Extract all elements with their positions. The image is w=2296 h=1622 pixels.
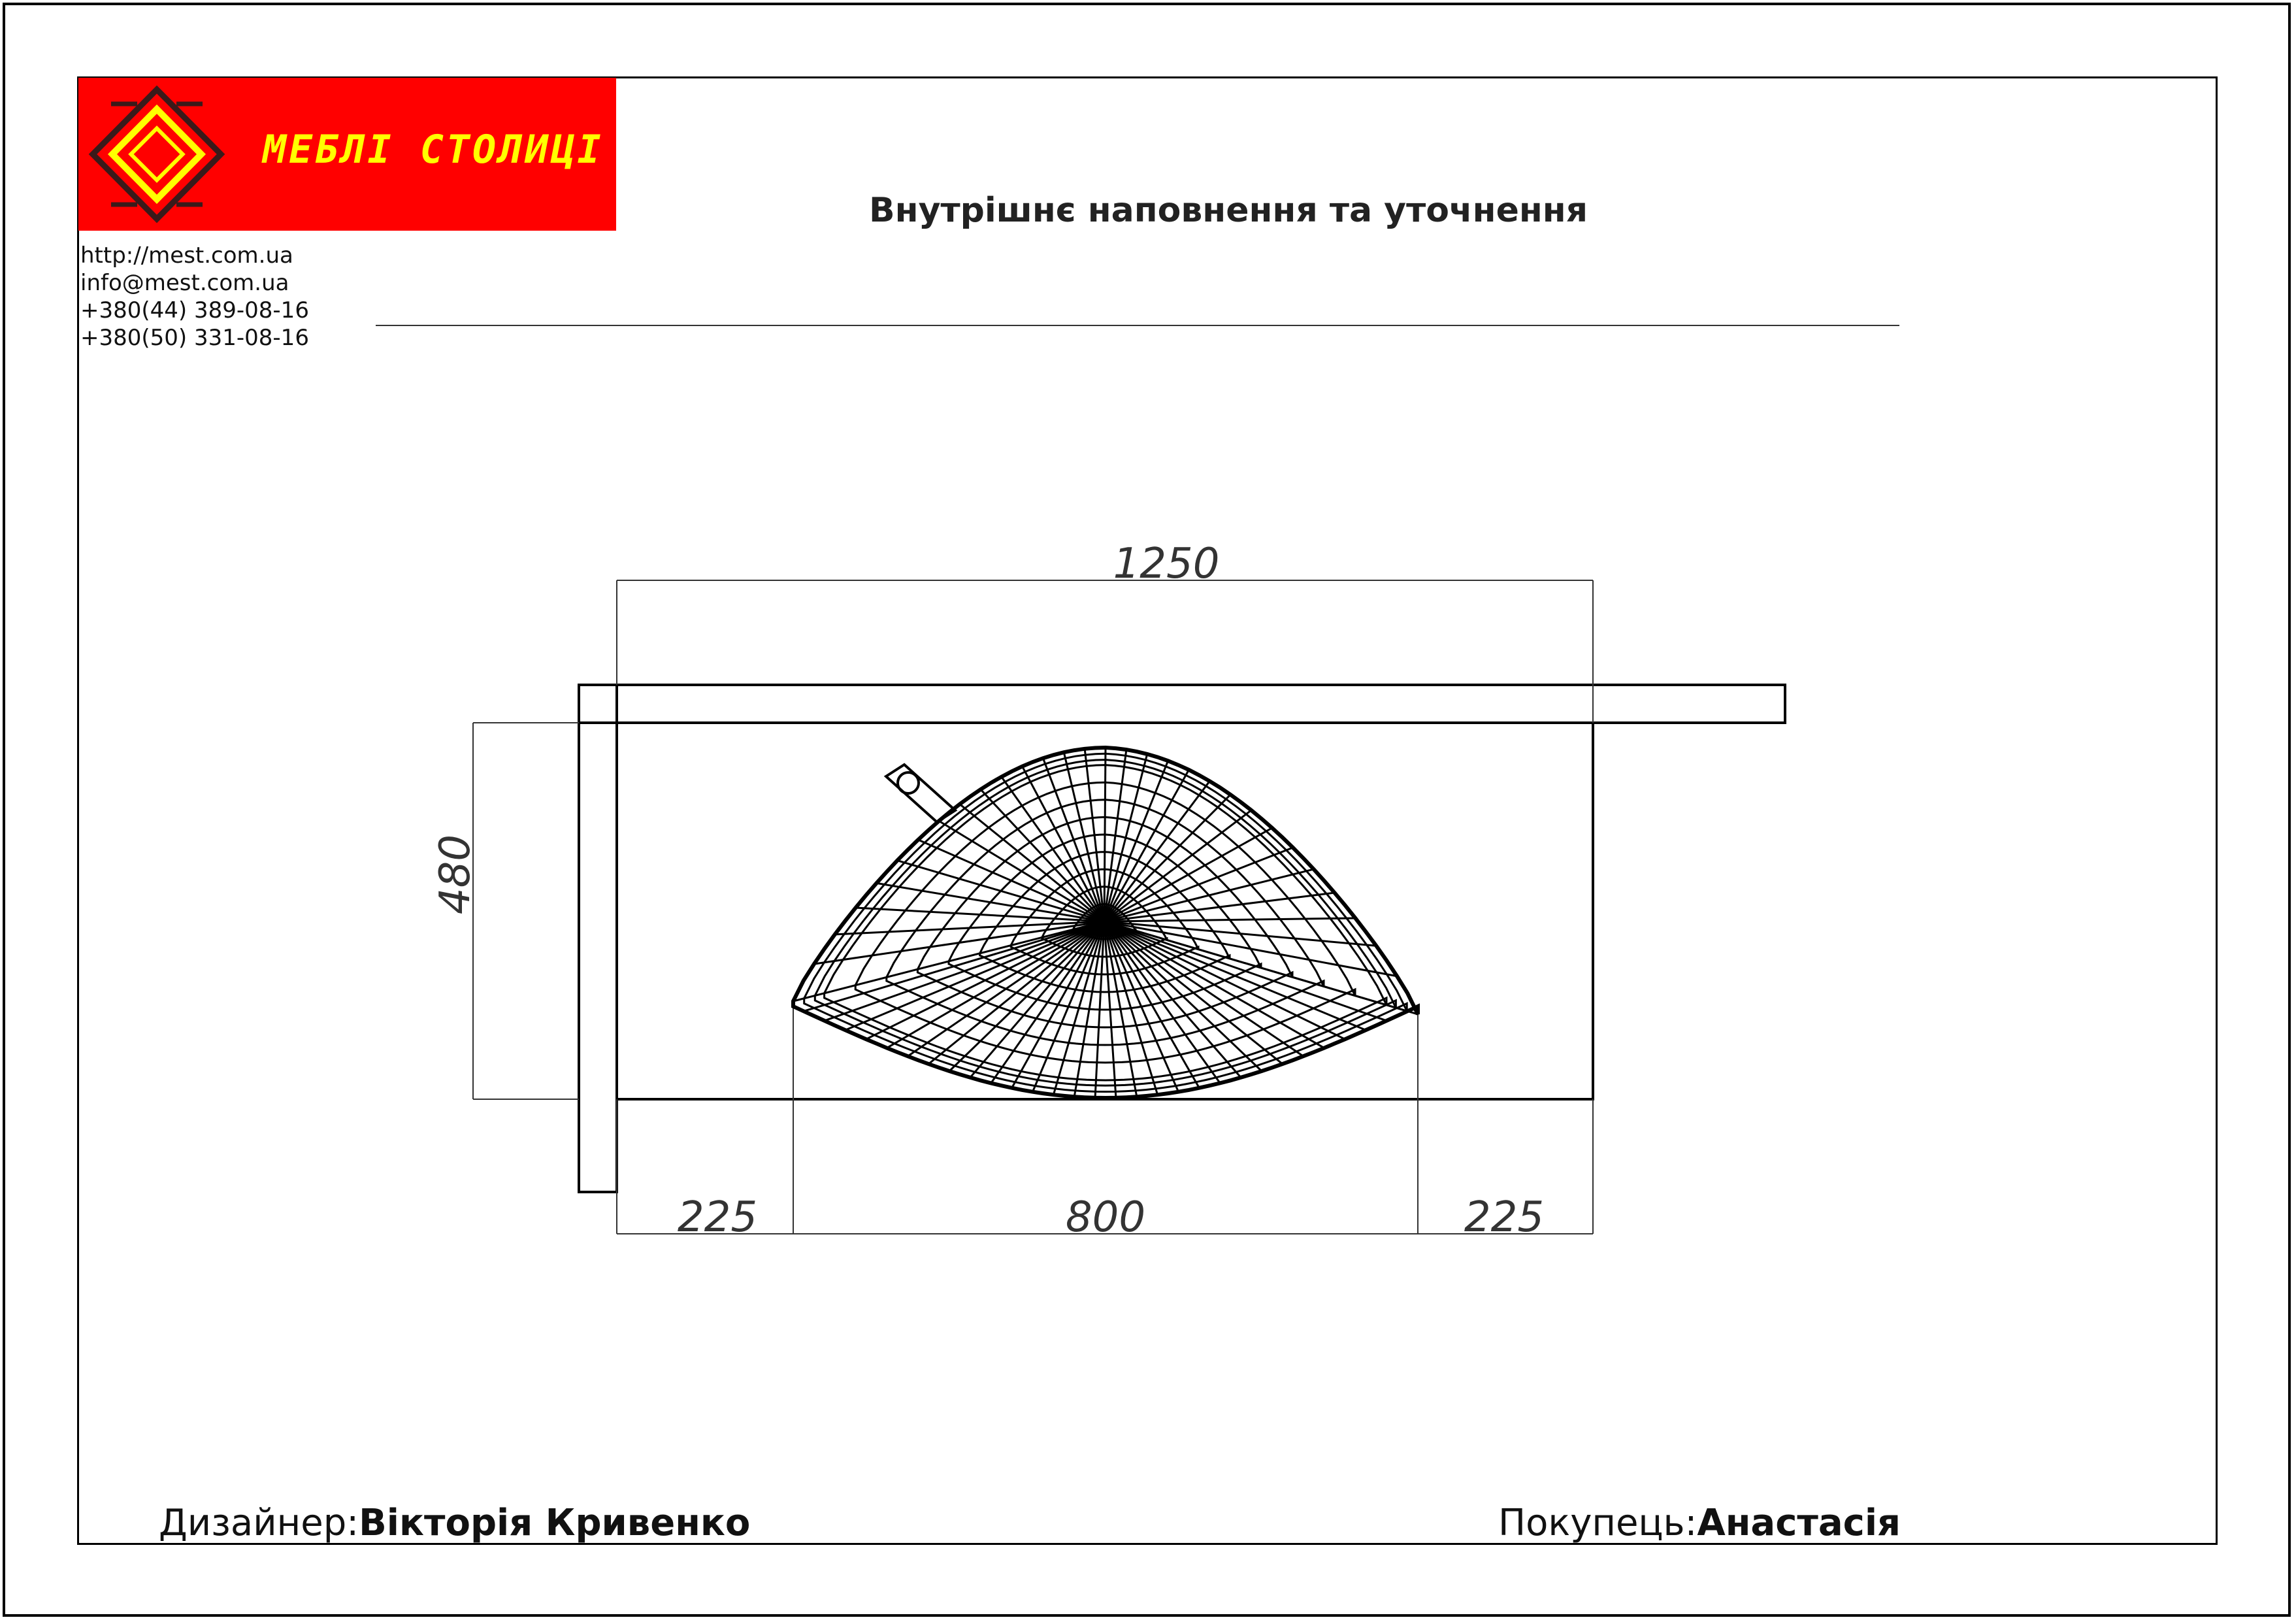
designer-name: Вікторія Кривенко	[359, 1502, 751, 1544]
countertop-rail	[579, 685, 1785, 723]
site-link[interactable]: http://mest.com.ua	[80, 242, 293, 269]
dim-depth: 480	[431, 834, 480, 915]
dim-left: 225	[677, 1193, 758, 1242]
page-title: Внутрішнє наповнення та уточнення	[869, 191, 1588, 230]
side-panel	[579, 685, 617, 1192]
brand-name: МЕБЛІ СТОЛИЦІ	[263, 127, 604, 173]
dim-sink: 800	[1065, 1193, 1146, 1242]
email-link[interactable]: info@mest.com.ua	[80, 270, 289, 296]
faucet-icon	[886, 765, 955, 822]
buyer-name: Анастасія	[1697, 1502, 1901, 1544]
designer-line	[159, 1502, 750, 1544]
phone-2: +380(50) 331-08-16	[80, 325, 309, 351]
dim-total-width: 1250	[1113, 540, 1220, 588]
buyer-label: Покупець:	[1498, 1502, 1697, 1544]
designer-label: Дизайнер:	[159, 1502, 359, 1544]
phone-1: +380(44) 389-08-16	[80, 297, 309, 323]
sink-bowl-icon	[793, 748, 1418, 1098]
dim-right: 225	[1464, 1193, 1545, 1242]
buyer-line	[1498, 1502, 1901, 1544]
